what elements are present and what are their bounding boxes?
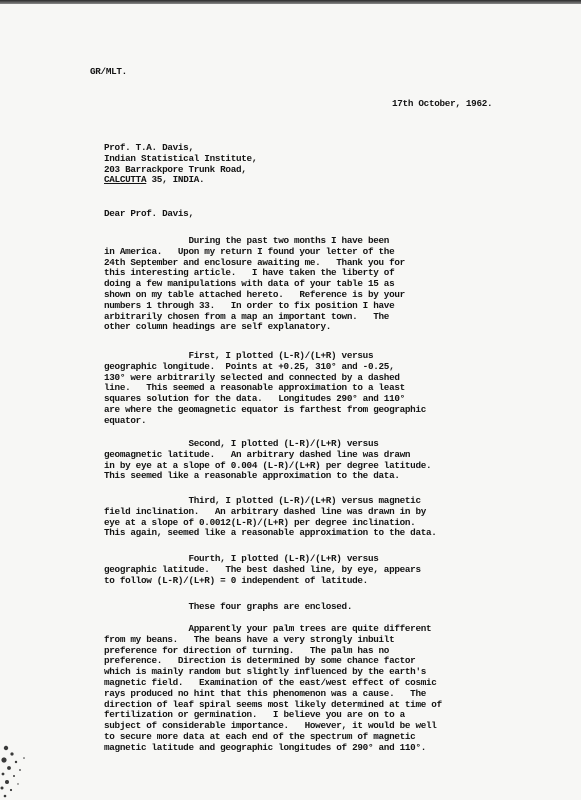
recipient-street: 203 Barrackpore Trunk Road, [104, 163, 247, 175]
reference-code: GR/MLT. [90, 66, 127, 77]
paragraph-2: First, I plotted (L-R)/(L+R) versus geographic longitude. Points at +0.25, 310° and -0.25, 130° were arbitrarily selected and connected by a dashed line. This seemed a reasonable approximation to a least squares solution for the data. Longitudes 290° and 110° are where the geomagnetic equator is farthest from geographic equator. [104, 350, 427, 426]
recipient-institution: Indian Statistical Institute, [104, 152, 258, 164]
recipient-address [104, 143, 257, 186]
paragraph-5: Fourth, I plotted (L-R)/(L+R) versus geographic latitude. The best dashed line, by eye, appears to follow (L-R)/(L+R) = 0 independent of latitude. [104, 553, 421, 586]
scan-smudge [0, 740, 48, 800]
scan-top-edge [0, 0, 581, 4]
letter-date: 17th October, 1962. [392, 98, 493, 109]
paragraph-3: Second, I plotted (L-R)/(L+R) versus geomagnetic latitude. An arbitrary dashed line was drawn in by eye at a slope of 0.004 (L-R)/(L+R) per degree latitude. This seemed like a reasonable approximation to the data. [104, 438, 432, 482]
recipient-name: Prof. T.A. Davis, [104, 142, 194, 153]
paragraph-7: Apparently your palm trees are quite different from my beans. The beans have a very strongly inbuilt preference for direction of turning. The palm has no preference. Direction is determined by some chance factor which is mainly random but slightly influenced by the earth's magnetic field. Examination of the east/west effect of cosmic rays produced no hint that this phenomenon was a cause. The direction of leaf spiral seems most likely determined at time of fertilization or germination. I believe you are on to a subject of considerable importance. However, it would be well to secure more data at each end of the spectrum of magnetic magnetic latitude and geographic longitudes of 290° and 110°. [104, 623, 442, 753]
paragraph-6: These four graphs are enclosed. [104, 601, 353, 612]
recipient-city: CALCUTTA [104, 174, 147, 186]
recipient-city-rest: 35, INDIA. [146, 174, 205, 186]
paragraph-1: During the past two months I have been in America. Upon my return I found your letter of the 24th September and enclosure awaiting me. Thank you for this interesting article. I have taken the liberty of doing a few manipulations with data of your table 15 as shown on my table attached hereto. Reference is by your numbers 1 through 33. In order to fix position I have arbitrarily chosen from a map an important town. The other column headings are self explanatory. [104, 235, 405, 333]
salutation: Dear Prof. Davis, [104, 208, 194, 219]
paragraph-4: Third, I plotted (L-R)/(L+R) versus magnetic field inclination. An arbitrary dashed line was drawn in by eye at a slope of 0.0012(L-R)/(L+R) per degree inclination. This again, seemed like a reasonable approximation to the data. [104, 495, 437, 539]
